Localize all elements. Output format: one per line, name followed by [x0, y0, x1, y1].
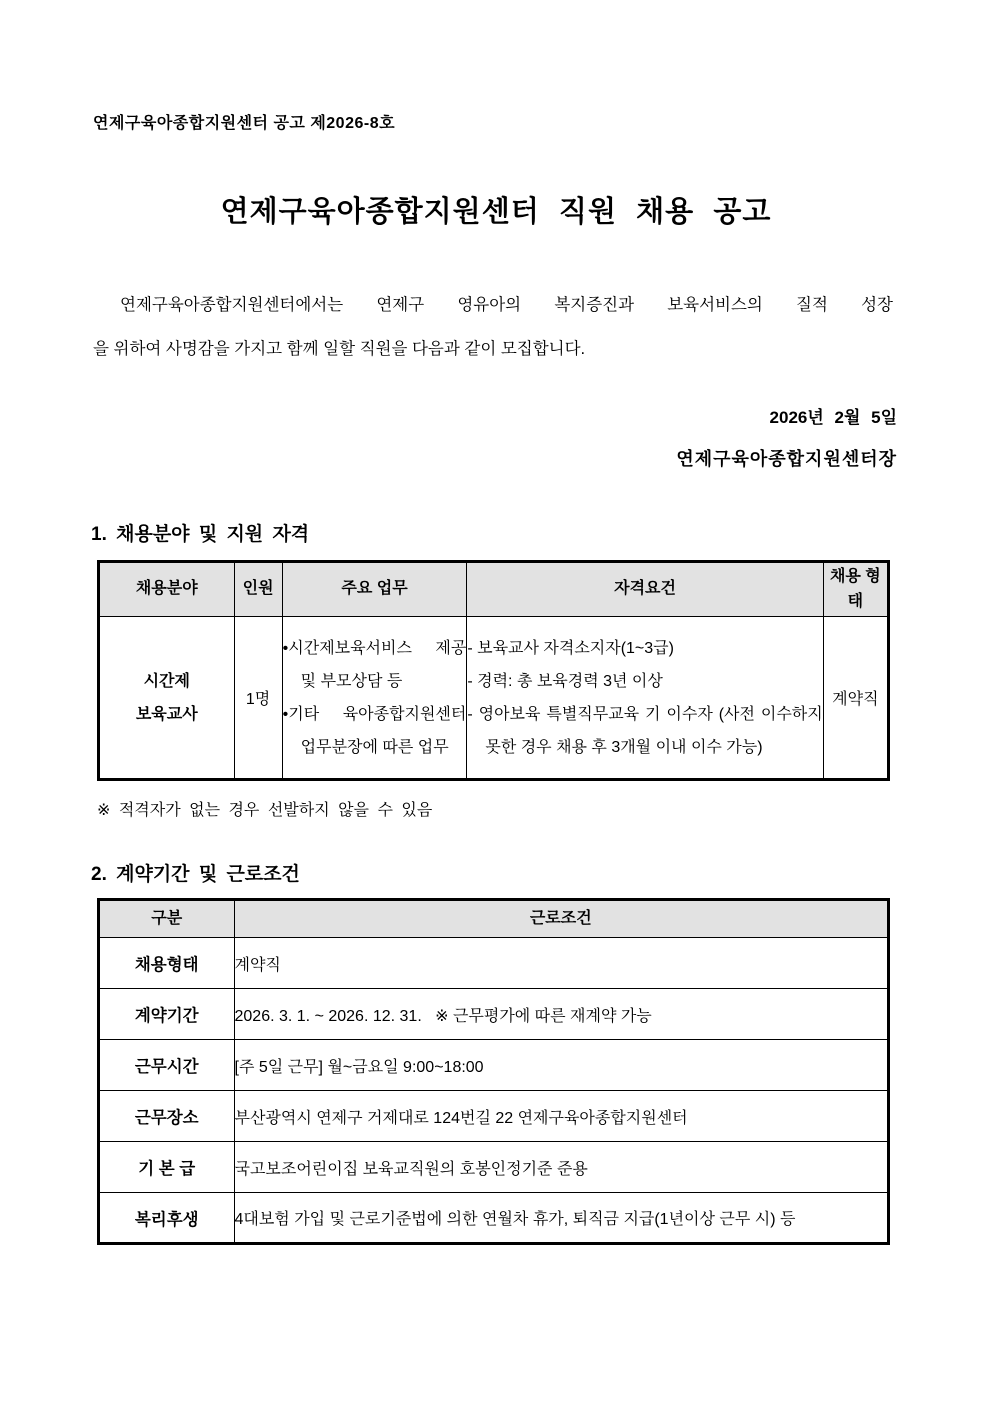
th-duties: 주요 업무 — [282, 562, 467, 617]
table-row-benefits — [99, 1193, 889, 1244]
conditions-table-header-row — [99, 900, 889, 938]
section1-heading: 1. 채용분야 및 지원 자격 — [91, 524, 310, 545]
th-recruit-field: 채용분야 — [99, 562, 235, 617]
intro-paragraph — [93, 283, 893, 371]
section2-heading: 2. 계약기간 및 근로조건 — [91, 864, 300, 885]
recruitment-table-header-row — [99, 562, 889, 617]
row-value: 2026. 3. 1. ~ 2026. 12. 31. ※ 근무평가에 따른 재계약 가능 — [234, 989, 889, 1040]
duty-item: • 시간제보육서비스 제공 및 부모상담 등 — [283, 632, 467, 698]
selection-note: ※ 적격자가 없는 경우 선발하지 않을 수 있음 — [97, 802, 433, 819]
doc-number: 연제구육아종합지원센터 공고 제2026-8호 — [93, 115, 396, 132]
th-qualifications: 자격요건 — [467, 562, 823, 617]
qualification-item: - 영아보육 특별직무교육 기 이수자 (사전 이수하지 못한 경우 채용 후 3개월 이내 이수 가능) — [467, 698, 822, 764]
row-label: 채용형태 — [99, 938, 235, 989]
table-row-work-hours — [99, 1040, 889, 1091]
signer-name: 연제구육아종합지원센터장 — [676, 449, 897, 469]
row-label: 근무시간 — [99, 1040, 235, 1091]
row-value: 국고보조어린이집 보육교직원의 호봉인정기준 준용 — [234, 1142, 889, 1193]
th-employment-type: 채용 형태 — [823, 562, 888, 617]
intro-line-2: 을 위하여 사명감을 가지고 함께 일할 직원을 다음과 같이 모집합니다. — [93, 340, 586, 358]
cell-employment-type: 계약직 — [823, 617, 888, 780]
cell-recruit-field — [99, 617, 235, 780]
qualification-item: - 경력: 총 보육경력 3년 이상 — [467, 665, 822, 698]
th-category: 구분 — [99, 900, 235, 938]
duty-item: • 기타 육아종합지원센터 업무분장에 따른 업무 — [283, 698, 467, 764]
page-title: 연제구육아종합지원센터 직원 채용 공고 — [220, 196, 772, 228]
row-label: 기 본 급 — [99, 1142, 235, 1193]
row-value: [주 5일 근무] 월~금요일 9:00~18:00 — [234, 1040, 889, 1091]
row-label: 복리후생 — [99, 1193, 235, 1244]
work-conditions-table — [97, 898, 890, 1245]
table-row-work-place — [99, 1091, 889, 1142]
table-row-contract-period — [99, 989, 889, 1040]
row-value: 계약직 — [234, 938, 889, 989]
cell-duties — [282, 617, 467, 780]
cell-qualifications — [467, 617, 823, 780]
row-value: 4대보험 가입 및 근로기준법에 의한 연월차 휴가, 퇴직금 지급(1년이상 근무 시) 등 — [234, 1193, 889, 1244]
announcement-date: 2026년 2월 5일 — [769, 408, 897, 427]
table-row-employment-type — [99, 938, 889, 989]
recruit-field-line-1: 시간제 — [143, 672, 190, 690]
recruitment-table-row — [99, 617, 889, 780]
table-row-base-pay — [99, 1142, 889, 1193]
row-label: 계약기간 — [99, 989, 235, 1040]
cell-headcount: 1명 — [234, 617, 282, 780]
th-conditions: 근로조건 — [234, 900, 889, 938]
recruit-field-line-2: 보육교사 — [135, 705, 198, 723]
recruitment-table — [97, 560, 890, 781]
th-headcount: 인원 — [234, 562, 282, 617]
intro-line-1: 연제구육아종합지원센터에서는 연제구 영유아의 복지증진과 보육서비스의 질적 성장 — [120, 296, 893, 314]
row-value: 부산광역시 연제구 거제대로 124번길 22 연제구육아종합지원센터 — [234, 1091, 889, 1142]
qualification-item: - 보육교사 자격소지자(1~3급) — [467, 632, 822, 665]
row-label: 근무장소 — [99, 1091, 235, 1142]
